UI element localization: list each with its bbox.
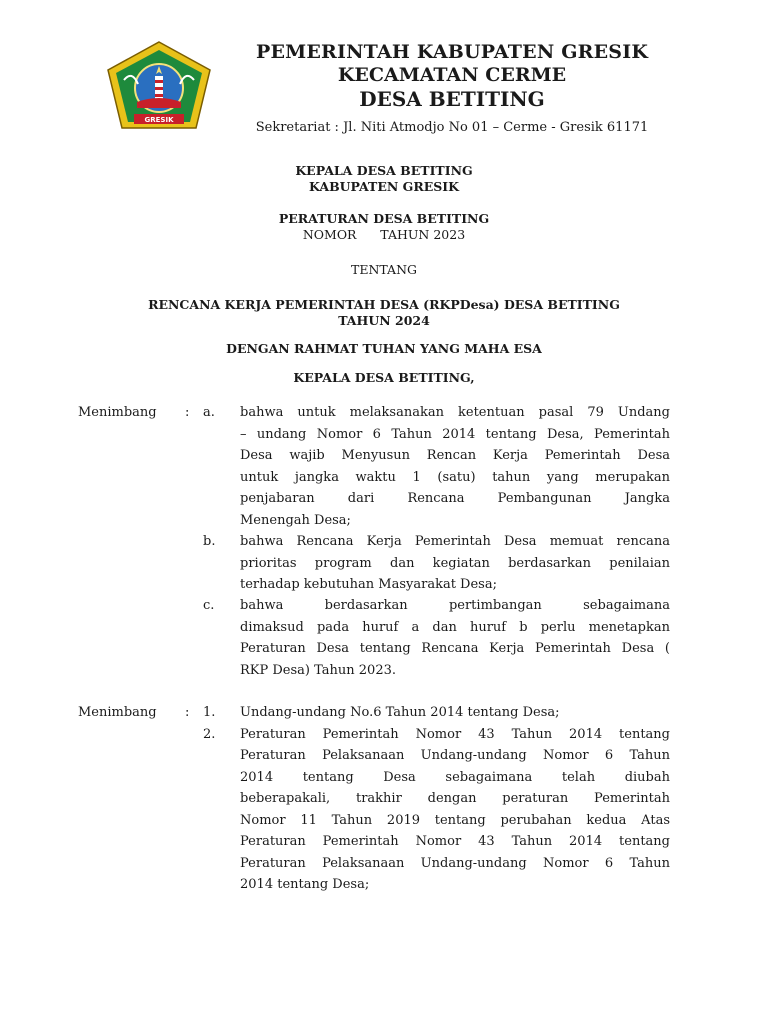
item-line: untuk jangka waktu 1 (satu) tahun yang merupakan bbox=[240, 469, 670, 485]
heading-subject-line-2: TAHUN 2024 bbox=[338, 313, 430, 328]
heading-regulation: PERATURAN DESA BETITING bbox=[278, 211, 490, 226]
section-colon: : bbox=[185, 705, 190, 720]
item-text-2 bbox=[240, 724, 670, 896]
item-line: Peraturan Pemerintah Nomor 43 Tahun 2014 tentang bbox=[240, 726, 670, 742]
item-text-c bbox=[240, 595, 670, 681]
logo-label: GRESIK bbox=[144, 116, 174, 124]
item-line: 2014 tentang Desa; bbox=[240, 877, 370, 892]
item-text-b bbox=[240, 531, 670, 596]
item-line: Nomor 11 Tahun 2019 tentang perubahan kedua Atas bbox=[240, 812, 670, 828]
section-colon: : bbox=[185, 405, 190, 420]
item-line: bahwa Rencana Kerja Pemerintah Desa memuat rencana bbox=[240, 534, 670, 549]
heading-authority: KEPALA DESA BETITING, bbox=[293, 370, 475, 385]
item-line: beberapakali, trakhir dengan peraturan Pemerintah bbox=[240, 791, 670, 806]
item-line: Peraturan Pelaksanaan Undang-undang Nomor 6 Tahun bbox=[240, 855, 670, 871]
item-line: dimaksud pada huruf a dan huruf b perlu menetapkan bbox=[240, 619, 670, 635]
item-line: terhadap kebutuhan Masyarakat Desa; bbox=[240, 577, 497, 592]
heading-blessing: DENGAN RAHMAT TUHAN YANG MAHA ESA bbox=[226, 341, 542, 356]
letterhead-address: Sekretariat : Jl. Niti Atmodjo No 01 – Cerme - Gresik 61171 bbox=[255, 120, 649, 135]
item-line: bahwa untuk melaksanakan ketentuan pasal 79 Undang bbox=[240, 405, 670, 420]
heading-about: TENTANG bbox=[350, 262, 417, 277]
item-line: RKP Desa) Tahun 2023. bbox=[240, 662, 396, 678]
letterhead-district: KECAMATAN CERME bbox=[337, 64, 567, 86]
item-line: – undang Nomor 6 Tahun 2014 tentang Desa, Pemerintah bbox=[240, 426, 670, 442]
item-line: Peraturan Desa tentang Rencana Kerja Pemerintah Desa ( bbox=[240, 641, 670, 656]
item-line: bahwa berdasarkan pertimbangan sebagaimana bbox=[240, 598, 670, 613]
letterhead-village: DESA BETITING bbox=[359, 87, 545, 111]
item-text-a bbox=[240, 402, 670, 531]
letterhead-government: PEMERINTAH KABUPATEN GRESIK bbox=[255, 41, 649, 63]
gresik-regency-logo bbox=[104, 40, 214, 132]
heading-number: NOMOR TAHUN 2023 bbox=[302, 227, 466, 242]
item-marker: a. bbox=[203, 405, 215, 420]
section-label: Menimbang bbox=[78, 705, 157, 720]
item-marker: c. bbox=[203, 598, 215, 613]
item-line: Undang-undang No.6 Tahun 2014 tentang Desa; bbox=[240, 705, 560, 720]
item-text-1 bbox=[240, 702, 670, 724]
heading-issuer-2: KABUPATEN GRESIK bbox=[309, 179, 459, 194]
section-label: Menimbang bbox=[78, 405, 157, 420]
item-marker: 1. bbox=[203, 705, 216, 720]
item-line: 2014 tentang Desa sebagaimana telah diubah bbox=[240, 769, 670, 785]
item-line: Peraturan Pemerintah Nomor 43 Tahun 2014 tentang bbox=[240, 834, 670, 849]
letterhead bbox=[232, 40, 672, 138]
item-line: prioritas program dan kegiatan berdasarkan penilaian bbox=[240, 555, 670, 571]
item-marker: 2. bbox=[203, 726, 216, 742]
item-line: penjabaran dari Rencana Pembangunan Jangka bbox=[240, 491, 670, 506]
heading-issuer-1: KEPALA DESA BETITING bbox=[295, 163, 473, 178]
item-marker: b. bbox=[203, 534, 216, 549]
heading-subject-line-1: RENCANA KERJA PEMERINTAH DESA (RKPDesa) DESA BETITING bbox=[148, 297, 620, 312]
item-line: Desa wajib Menyusun Rencan Kerja Pemerintah Desa bbox=[240, 448, 670, 463]
item-line: Menengah Desa; bbox=[240, 512, 351, 528]
item-line: Peraturan Pelaksanaan Undang-undang Nomor 6 Tahun bbox=[240, 748, 670, 763]
